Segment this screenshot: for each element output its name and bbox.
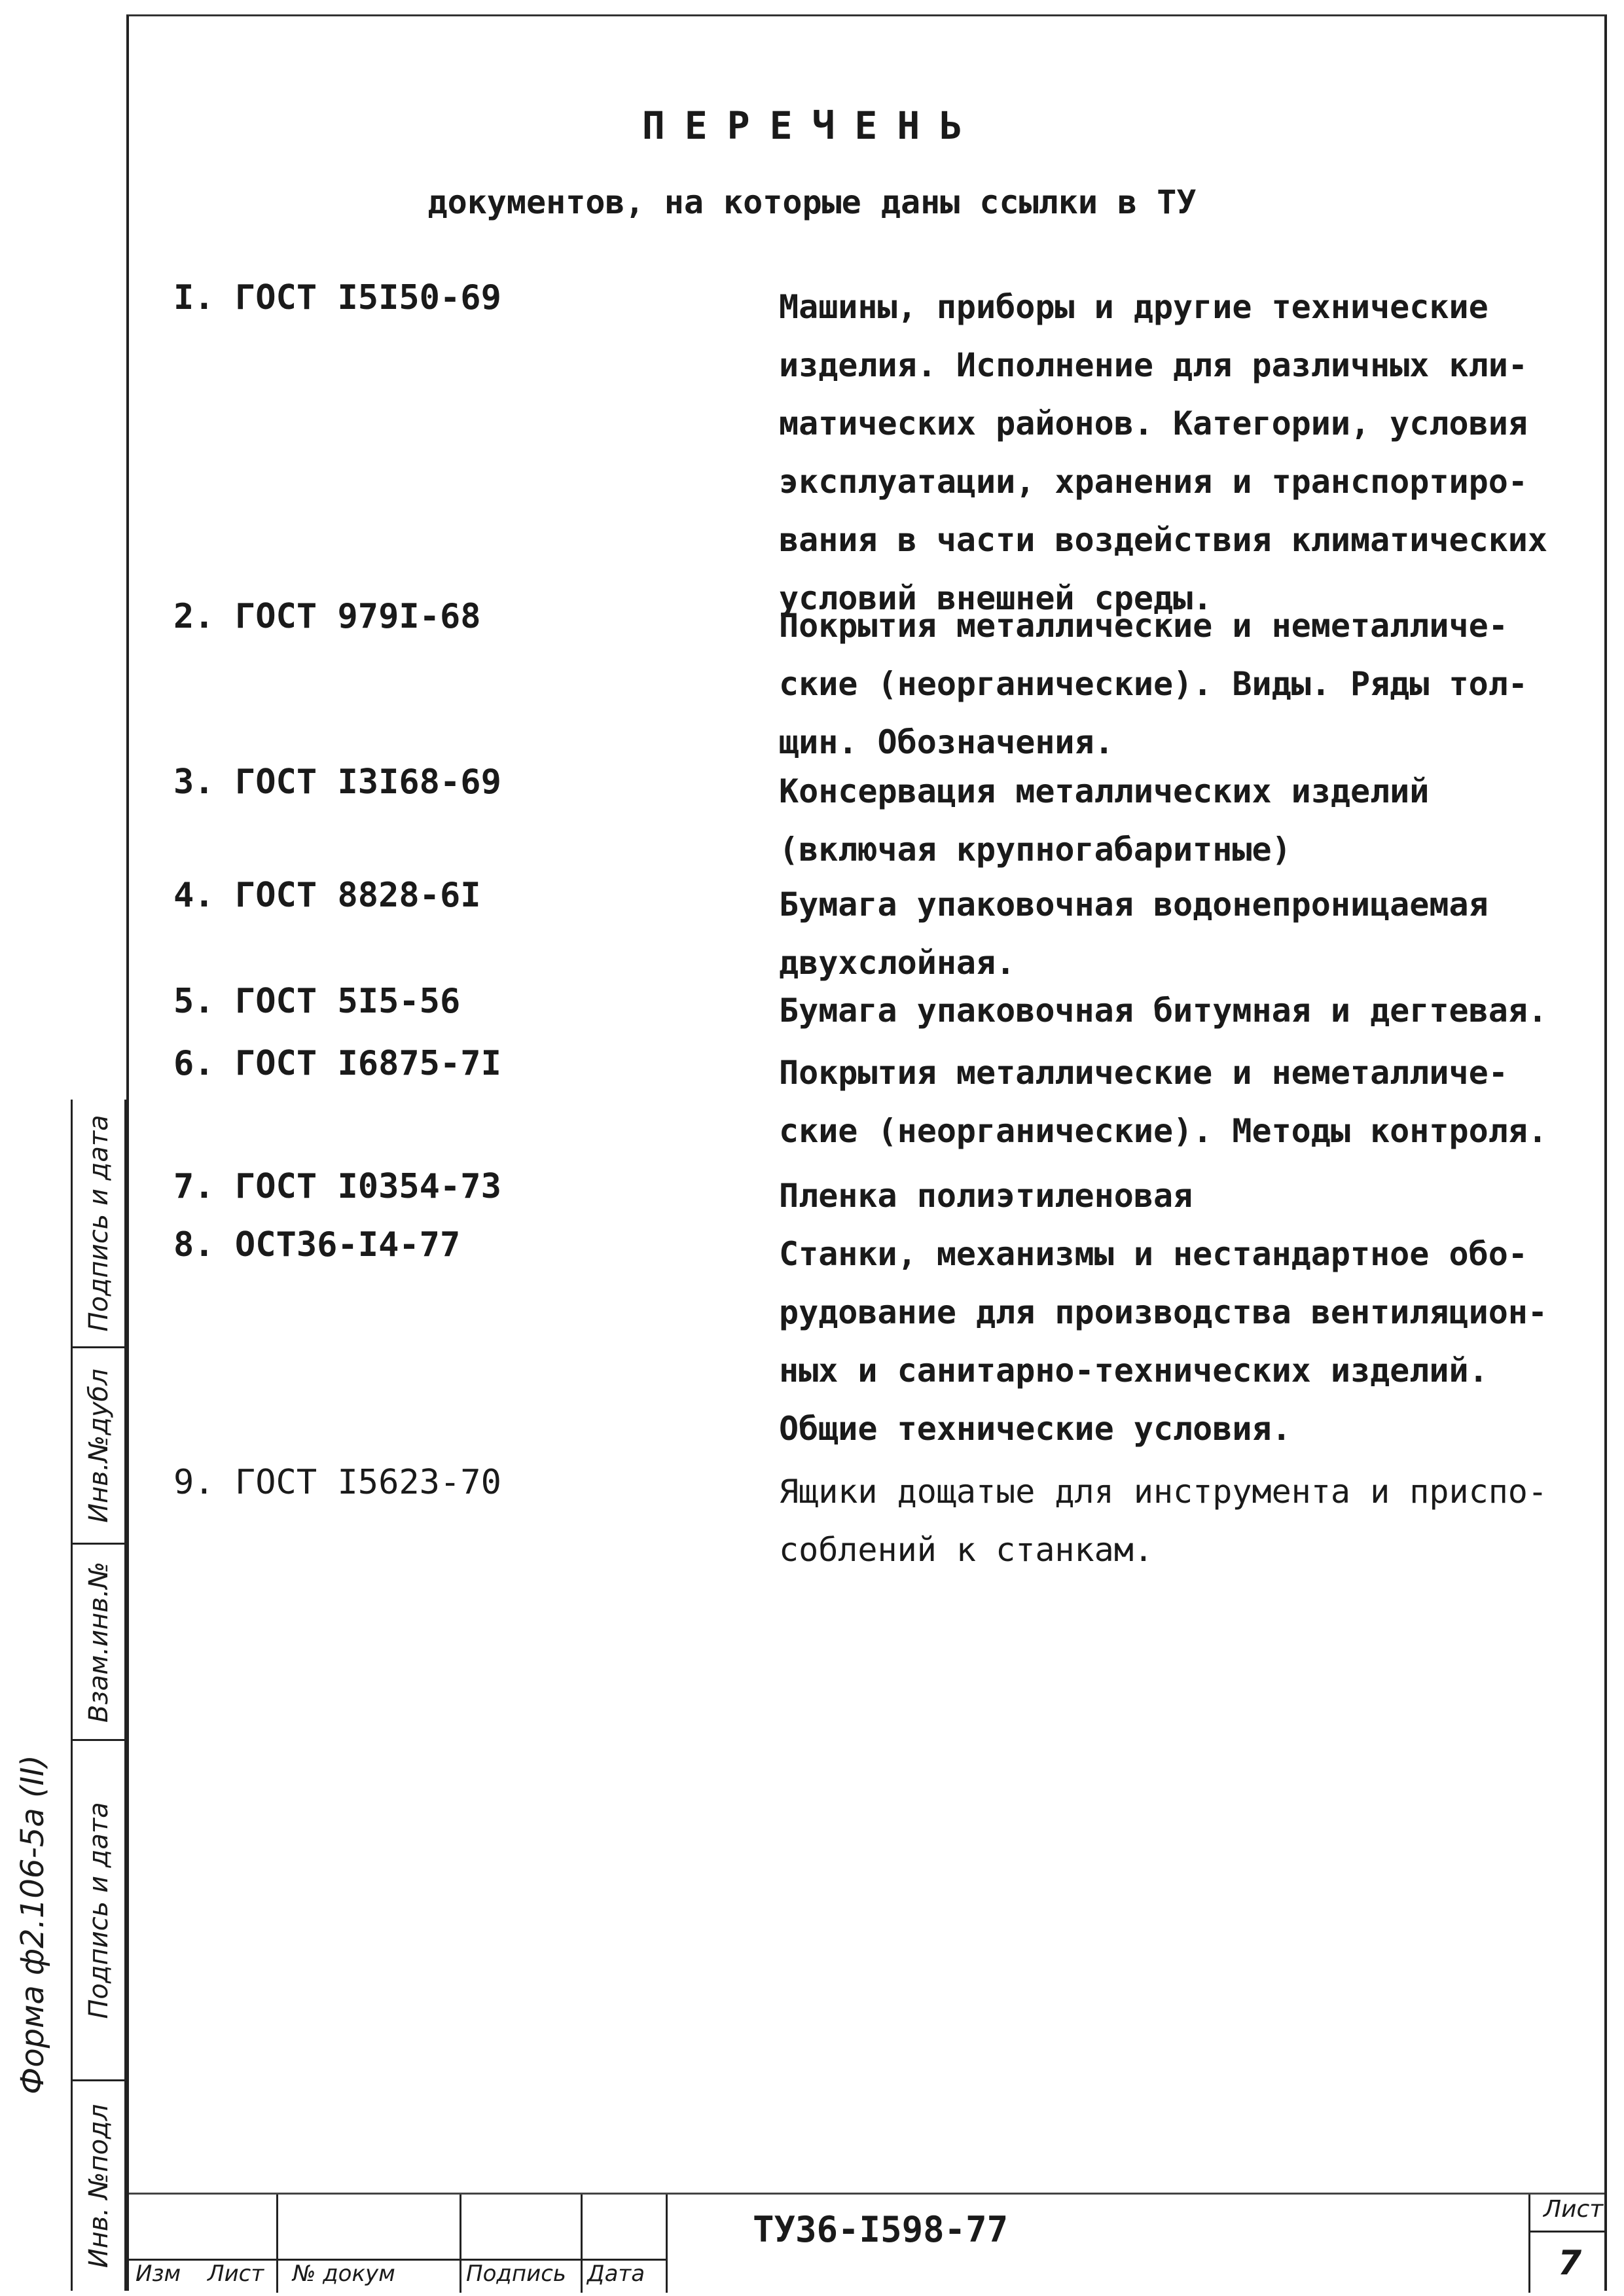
title-block-divider [276,2195,278,2293]
doc-code: 3. ГОСТ I3I68-69 [173,762,501,802]
title-block-divider [666,2195,668,2293]
margin-cell-signature-date-1 [73,1741,124,2081]
label-date: Дата [587,2261,645,2287]
doc-code: 9. ГОСТ I5623-70 [173,1463,501,1502]
page-subheading: документов, на которые даны ссылки в ТУ [427,183,1197,221]
margin-cell-dup-inv [73,1348,124,1545]
page-heading: ПЕРЕЧЕНЬ [641,103,983,148]
doc-title: Бумага упаковочная водонепроницаемая двухслойная. [779,886,1489,982]
label-signature: Подпись [466,2261,566,2287]
label-change: Изм [135,2261,181,2287]
title-block-rule [1528,2231,1604,2233]
margin-cell-inv-original [73,2081,124,2291]
label-sheet: Лист [208,2261,264,2287]
doc-code: 8. ОСТ36-I4-77 [173,1225,461,1265]
doc-title: Ящики дощатые для инструмента и приспо- соблений к станкам. [779,1473,1547,1569]
doc-title: Машины, приборы и другие технические изделия. Исполнение для различных кли- матических районов. Категории, условия эксплуатации, хранения и транспортиро- вания в части воздействия климатических условий внешней среды. [779,288,1547,617]
doc-code: 6. ГОСТ I6875-7I [173,1044,501,1083]
doc-title: Пленка полиэтиленовая [779,1177,1193,1215]
title-block-divider [1528,2195,1530,2293]
doc-code: 2. ГОСТ 979I-68 [173,597,481,636]
title-block-divider [460,2195,461,2293]
doc-code: 4. ГОСТ 8828-6I [173,876,481,915]
doc-title: Бумага упаковочная битумная и дегтевая. [779,992,1547,1030]
doc-title: Станки, механизмы и нестандартное обо- рудование для производства вентиляцион- ных и санитарно-технических изделий. Общие технические условия. [779,1235,1547,1448]
label-doc-number: № докум [293,2261,395,2287]
margin-label: Инв. №подл [83,2104,114,2269]
form-label: Форма ф2.106-5а (II) [14,1755,51,2094]
doc-code: 7. ГОСТ I0354-73 [173,1167,501,1206]
margin-label: Подпись и дата [83,1801,114,2019]
sheet-label: Лист [1543,2196,1604,2223]
margin-stamp-strip [71,1100,126,2291]
document-code: ТУ36-I598-77 [753,2209,1009,2250]
sheet-number: 7 [1558,2244,1582,2283]
doc-title: Консервация металлических изделий (включая крупногабаритные) [779,772,1430,869]
margin-label: Инв.№дубл [83,1368,114,1523]
margin-label: Взам.инв.№ [83,1561,114,1723]
doc-code: I. ГОСТ I5I50-69 [173,278,501,317]
doc-title: Покрытия металлические и неметалличе- ские (неорганические). Методы контроля. [779,1054,1547,1150]
title-block-divider [581,2195,583,2293]
doc-code: 5. ГОСТ 5I5-56 [173,982,461,1021]
margin-cell-replace-inv [73,1545,124,1741]
margin-cell-signature-date-2 [73,1100,124,1348]
margin-label: Подпись и дата [83,1114,114,1332]
doc-title: Покрытия металлические и неметалличе- ские (неорганические). Виды. Ряды тол- щин. Обозначения. [779,607,1528,761]
